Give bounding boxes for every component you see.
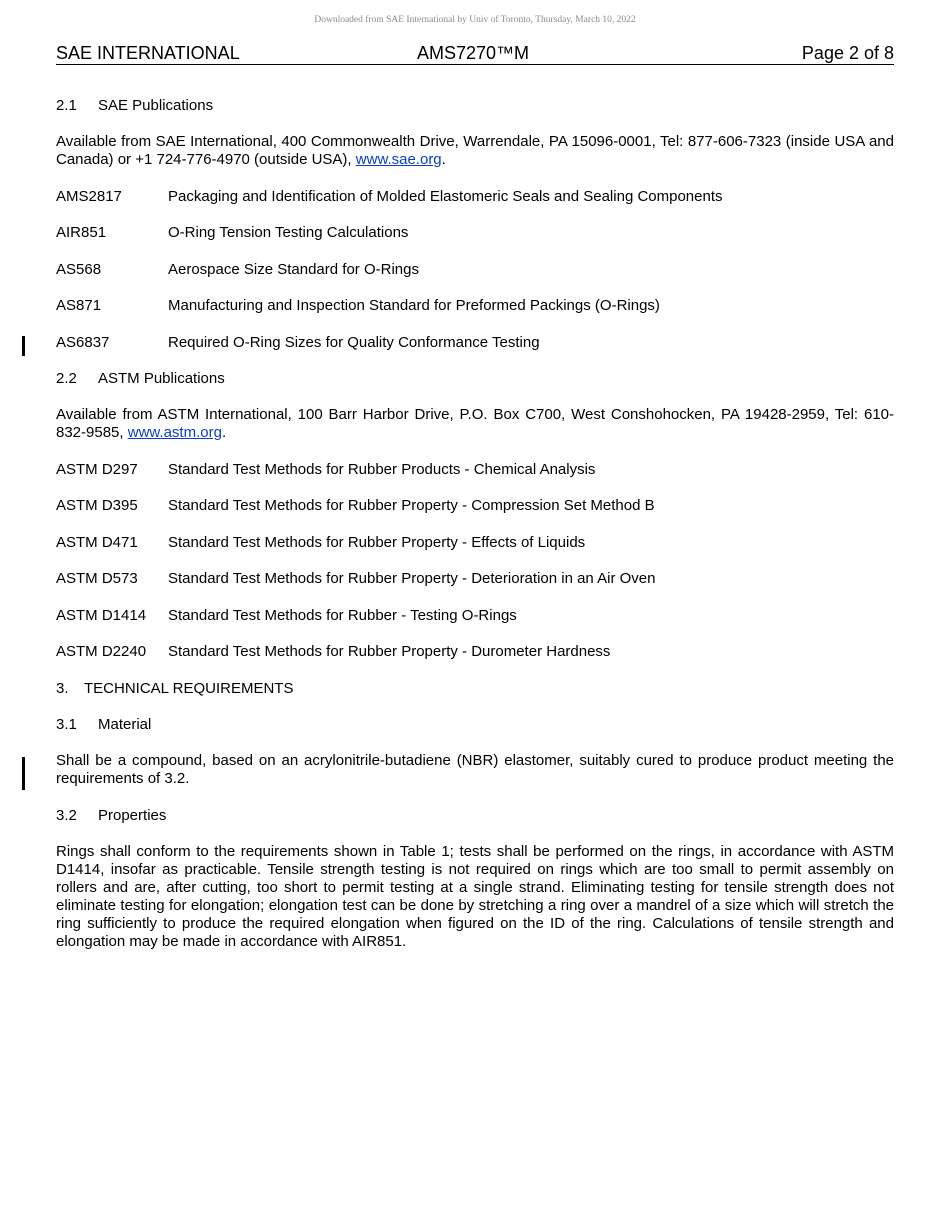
section-number: 2.1 <box>56 97 77 114</box>
material-paragraph: Shall be a compound, based on an acrylonitrile-butadiene (NBR) elastomer, suitably cured to produce product meeting the requirements of 3.2. <box>56 752 894 787</box>
reference-title: Standard Test Methods for Rubber - Testing O-Rings <box>168 607 517 624</box>
reference-code: AS6837 <box>56 334 110 351</box>
section-title: TECHNICAL REQUIREMENTS <box>84 680 294 697</box>
section-heading-material <box>56 716 894 734</box>
reference-code: AS568 <box>56 261 102 278</box>
section-number: 2.2 <box>56 370 77 387</box>
reference-title: Standard Test Methods for Rubber Property - Durometer Hardness <box>168 643 611 660</box>
properties-paragraph: Rings shall conform to the requirements shown in Table 1; tests shall be performed on the rings, in accordance with ASTM D1414, insofar as practicable. Tensile strength testing is not required on rings which are too small to permit assembly on rollers and are, after cutting, too short to permit testing at a single strand. Eliminating testing for tensile strength does not eliminate testing for elongation; elongation test can be done by stretching a ring over a mandrel of a size which will stretch the ring sufficiently to produce the required elongation when figured on the ID of the ring. Calculations of tensile strength and elongation may be made in accordance with AIR851. <box>56 843 894 950</box>
reference-code: AMS2817 <box>56 188 122 205</box>
section-heading-sae <box>56 97 894 115</box>
reference-title: Manufacturing and Inspection Standard for Preformed Packings (O-Rings) <box>168 297 660 314</box>
page-header <box>56 43 894 65</box>
section-heading-properties <box>56 807 894 825</box>
section-number: 3.1 <box>56 716 77 733</box>
section-number: 3.2 <box>56 807 77 824</box>
sae-availability-text: Available from SAE International, 400 Commonwealth Drive, Warrendale, PA 15096-0001, Tel: 877-606-7323 (inside USA and Canada) or +1 724-776-4970 (outside USA), <box>56 133 894 168</box>
reference-code: ASTM D297 <box>56 461 138 478</box>
reference-title: Aerospace Size Standard for O-Rings <box>168 261 419 278</box>
reference-code: ASTM D1414 <box>56 607 147 624</box>
sae-availability-paragraph <box>56 133 894 169</box>
change-bar-as6837 <box>22 336 25 356</box>
reference-title: Standard Test Methods for Rubber Property - Compression Set Method B <box>168 497 655 514</box>
section-title: Material <box>98 716 152 733</box>
change-bar-material <box>22 757 25 790</box>
reference-title: Standard Test Methods for Rubber Products - Chemical Analysis <box>168 461 596 478</box>
section-number: 3. <box>56 680 69 697</box>
reference-code: AIR851 <box>56 224 107 241</box>
section-title: ASTM Publications <box>98 370 225 387</box>
header-org: SAE INTERNATIONAL <box>56 43 240 63</box>
astm-website-link[interactable]: www.astm.org <box>127 424 222 441</box>
reference-code: ASTM D471 <box>56 534 138 551</box>
section-title: Properties <box>98 807 167 824</box>
sentence-end: . <box>221 424 227 441</box>
header-page-number: Page 2 of 8 <box>801 43 894 63</box>
astm-availability-text: Available from ASTM International, 100 Barr Harbor Drive, P.O. Box C700, West Conshohocken, PA 19428-2959, Tel: 610-832-9585, <box>56 406 894 441</box>
astm-availability-paragraph <box>56 406 894 442</box>
reference-code: ASTM D395 <box>56 497 138 514</box>
sae-website-link[interactable]: www.sae.org <box>355 151 442 168</box>
reference-title: Required O-Ring Sizes for Quality Conformance Testing <box>168 334 540 351</box>
reference-code: ASTM D573 <box>56 570 138 587</box>
section-title: SAE Publications <box>98 97 214 114</box>
reference-code: ASTM D2240 <box>56 643 147 660</box>
header-doc-number: AMS7270™M <box>417 43 530 63</box>
reference-title: O-Ring Tension Testing Calculations <box>168 224 409 241</box>
reference-title: Standard Test Methods for Rubber Property - Effects of Liquids <box>168 534 586 551</box>
reference-title: Standard Test Methods for Rubber Property - Deterioration in an Air Oven <box>168 570 656 587</box>
section-heading-technical-requirements <box>56 680 894 698</box>
reference-code: AS871 <box>56 297 102 314</box>
sentence-end: . <box>441 151 446 168</box>
download-watermark: Downloaded from SAE International by Univ of Toronto, Thursday, March 10, 2022 <box>314 15 636 25</box>
reference-title: Packaging and Identification of Molded Elastomeric Seals and Sealing Components <box>168 188 723 205</box>
section-heading-astm <box>56 370 894 388</box>
